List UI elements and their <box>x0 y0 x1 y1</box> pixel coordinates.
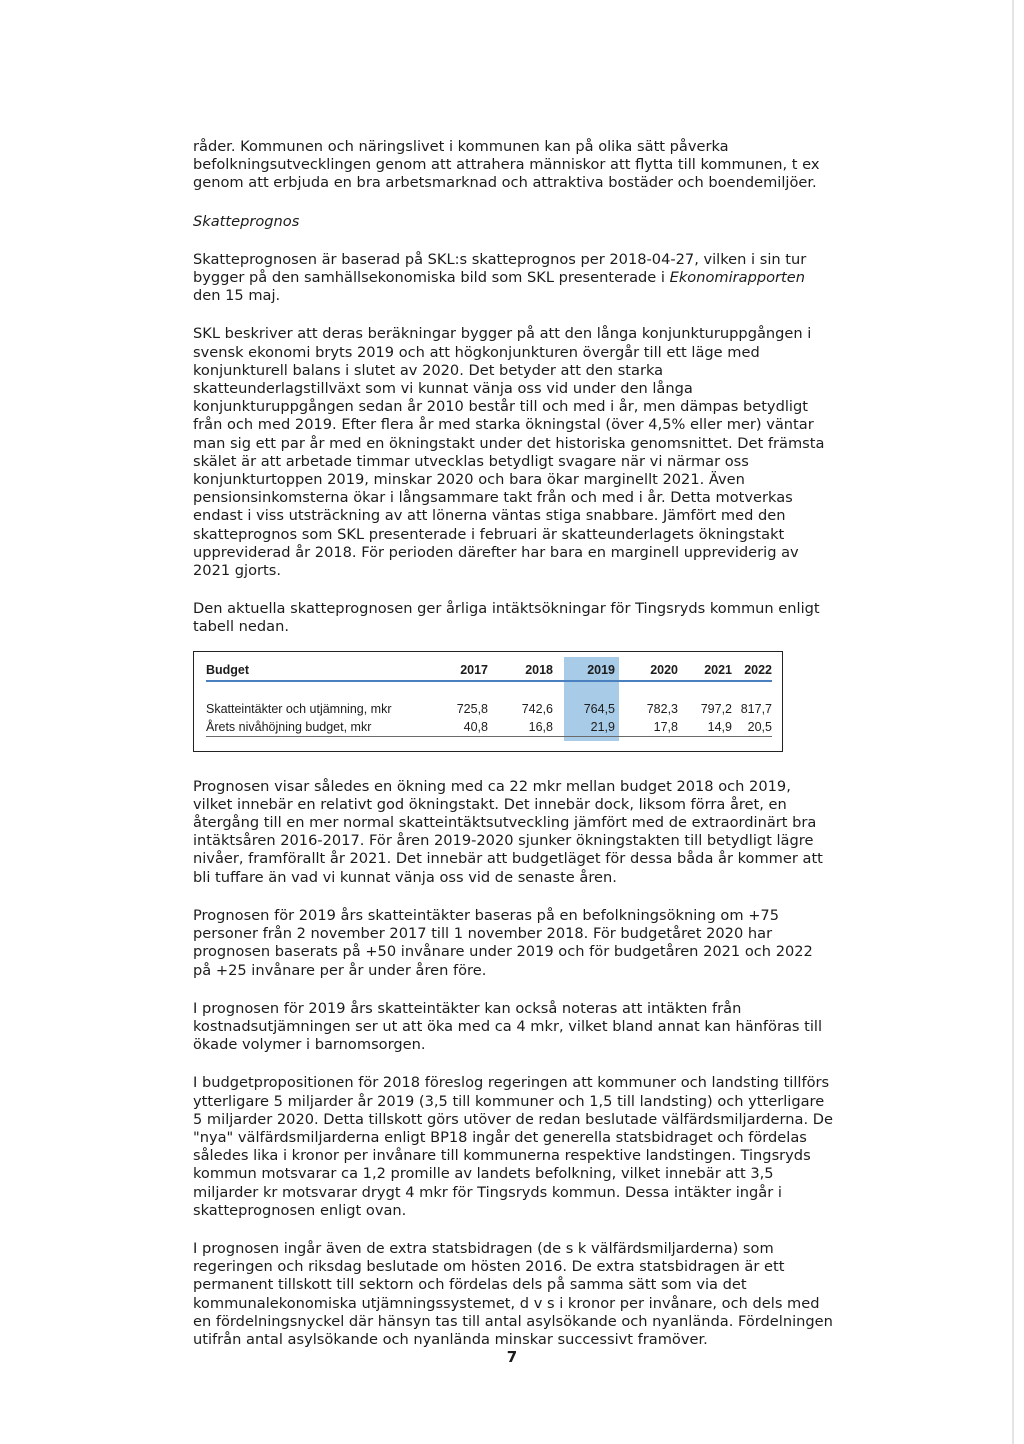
paragraph-prognos-4: I budgetpropositionen för 2018 föreslog regeringen att kommuner och landsting tillförs ytterligare 5 miljarder år 2019 (3,5 till kommuner och 1,5 till landsting) och ytterligare 5 miljarder 2020. Detta tillskott görs utöver de redan beslutade välfärdsmiljarderna. De "nya" välfärdsmiljarderna enligt BP18 ingår det generella statsbidraget och fördelas således lika i kronor per invånare till kommunerna respektive landstingen. Tingsryds kommun motsvarar ca 1,2 promille av landets befolkning, vilket innebär att 3,5 miljarder kr motsvarar drygt 4 mkr för Tingsryds kommun. Dessa intäkter ingår i skatteprognosen enligt ovan. <box>193 1074 833 1219</box>
section-heading: Skatteprognos <box>193 212 300 230</box>
document-body <box>193 138 833 1369</box>
table-cell: 21,9 <box>590 719 615 734</box>
table-cell: 40,8 <box>463 719 488 734</box>
paragraph-text-end: den 15 maj. <box>193 287 281 305</box>
table-header-cell: 2020 <box>615 660 678 682</box>
table-cell: 742,6 <box>521 701 553 716</box>
paragraph-skl: SKL beskriver att deras beräkningar bygger på att den långa konjunkturuppgången i svensk ekonomi bryts 2019 och att högkonjunkturen övergår till ett läge med konjunkturell balans i slutet av 2020. Det betyder att den starka skatteunderlagstillväxt som vi kunnat vänja oss vid under den långa konjunkturuppgången sedan år 2010 består till och med i år, men dämpas betydligt från och med 2019. Efter flera år med starka ökningstal (över 4,5% eller mer) väntar man sig ett par år med en ökningstakt under det historiska genomsnittet. Det främsta skälet är att arbetade timmar utvecklas betydligt svagare när vi närmar oss konjunkturtoppen 2019, minskar 2020 och bara ökar marginellt 2021. Även pensionsinkomsterna ökar i långsammare takt från och med i år. Detta motverkas endast i viss utsträckning av att lönerna väntas stiga snabbare. Jämfört med den skatteprognos som SKL presenterade i februari är skatteunderlagets ökningstakt uppreviderad år 2018. För perioden därefter har bara en marginell uppreviderig av 2021 gjorts. <box>193 325 825 580</box>
table-header-cell: Budget <box>206 660 412 682</box>
tax-table-grid <box>206 660 772 737</box>
paragraph-prognos-3: I prognosen för 2019 års skatteintäkter kan också noteras att intäkten från kostnadsutjämningen ser ut att öka med ca 4 mkr, vilket bland annat kan hänföras till ökade volymer i barnomsorgen. <box>193 999 823 1054</box>
table-cell: 797,2 <box>700 701 732 716</box>
table-bottom-rule <box>206 736 772 737</box>
paragraph-prognos-2: Prognosen för 2019 års skatteintäkter baseras på en befolkningsökning om +75 personer från 2 november 2017 till 1 november 2018. För budgetåret 2020 har prognosen baserats på +50 invånare under 2019 och för budgetåren 2021 och 2022 på +25 invånare per år under åren före. <box>193 906 813 979</box>
paragraph-table-intro: Den aktuella skatteprognosen ger årliga intäktsökningar för Tingsryds kommun enligt tabell nedan. <box>193 600 820 636</box>
paragraph-prognos-5: I prognosen ingår även de extra statsbidragen (de s k välfärdsmiljarderna) som regeringen och riksdag beslutade om hösten 2016. De extra statsbidragen är ett permanent tillskott till sektorn och fördelas dels på samma sätt som via det kommunalekonomiska utjämningssystemet, d v s i kronor per invånare, och dels med en fördelningsnyckel där hänsyn tas till antal asylsökande och nyanlända. Fördelningen utifrån antal asylsökande och nyanlända minskar successivt framöver. <box>193 1239 833 1348</box>
paragraph-text: Skatteprognosen är baserad på SKL:s skatteprognos per 2018-04-27, vilken i sin tur bygger på den samhällsekonomiska bild som SKL presenterade i <box>193 250 807 287</box>
publication-name: Ekonomirapporten <box>669 269 805 287</box>
table-cell: 764,5 <box>583 701 615 716</box>
table-header-cell: 2022 <box>732 660 772 682</box>
table-cell: 725,8 <box>456 701 488 716</box>
page-edge-line <box>1012 0 1014 1444</box>
table-row-label: Skatteintäkter och utjämning, mkr <box>206 701 392 716</box>
table-header-cell: 2019 <box>553 660 615 682</box>
table-cell: 14,9 <box>707 719 732 734</box>
table-header-cell: 2017 <box>412 660 488 682</box>
paragraph-prognos-1: Prognosen visar således en ökning med ca 22 mkr mellan budget 2018 och 2019, vilket innebär en relativt god ökningstakt. Det innebär dock, liksom förra året, en återgång till en mer normal skatteintäktsutveckling jämfört med de extraordinärt bra intäktsåren 2016-2017. För åren 2019-2020 sjunker ökningstakten till betydligt lägre nivåer, framförallt år 2021. Det innebär att budgetläget för dessa båda år kommer att bli tuffare än vad vi kunnat vänja oss vid de senaste åren. <box>193 777 823 886</box>
tax-table <box>193 651 783 752</box>
table-cell: 817,7 <box>740 701 772 716</box>
table-cell: 20,5 <box>747 719 772 734</box>
table-row-label: Årets nivåhöjning budget, mkr <box>206 719 372 734</box>
table-header-cell: 2018 <box>488 660 553 682</box>
table-cell: 16,8 <box>528 719 553 734</box>
table-header-cell: 2021 <box>678 660 732 682</box>
page-number: 7 <box>506 1348 518 1366</box>
paragraph-intro: råder. Kommunen och näringslivet i kommunen kan på olika sätt påverka befolkningsutvecklingen genom att attrahera människor att flytta till kommunen, t ex genom att erbjuda en bra arbetsmarknad och attraktiva bostäder och boendemiljöer. <box>193 138 820 192</box>
paragraph-skatteprognos <box>193 251 833 306</box>
table-cell: 17,8 <box>653 719 678 734</box>
table-cell: 782,3 <box>646 701 678 716</box>
